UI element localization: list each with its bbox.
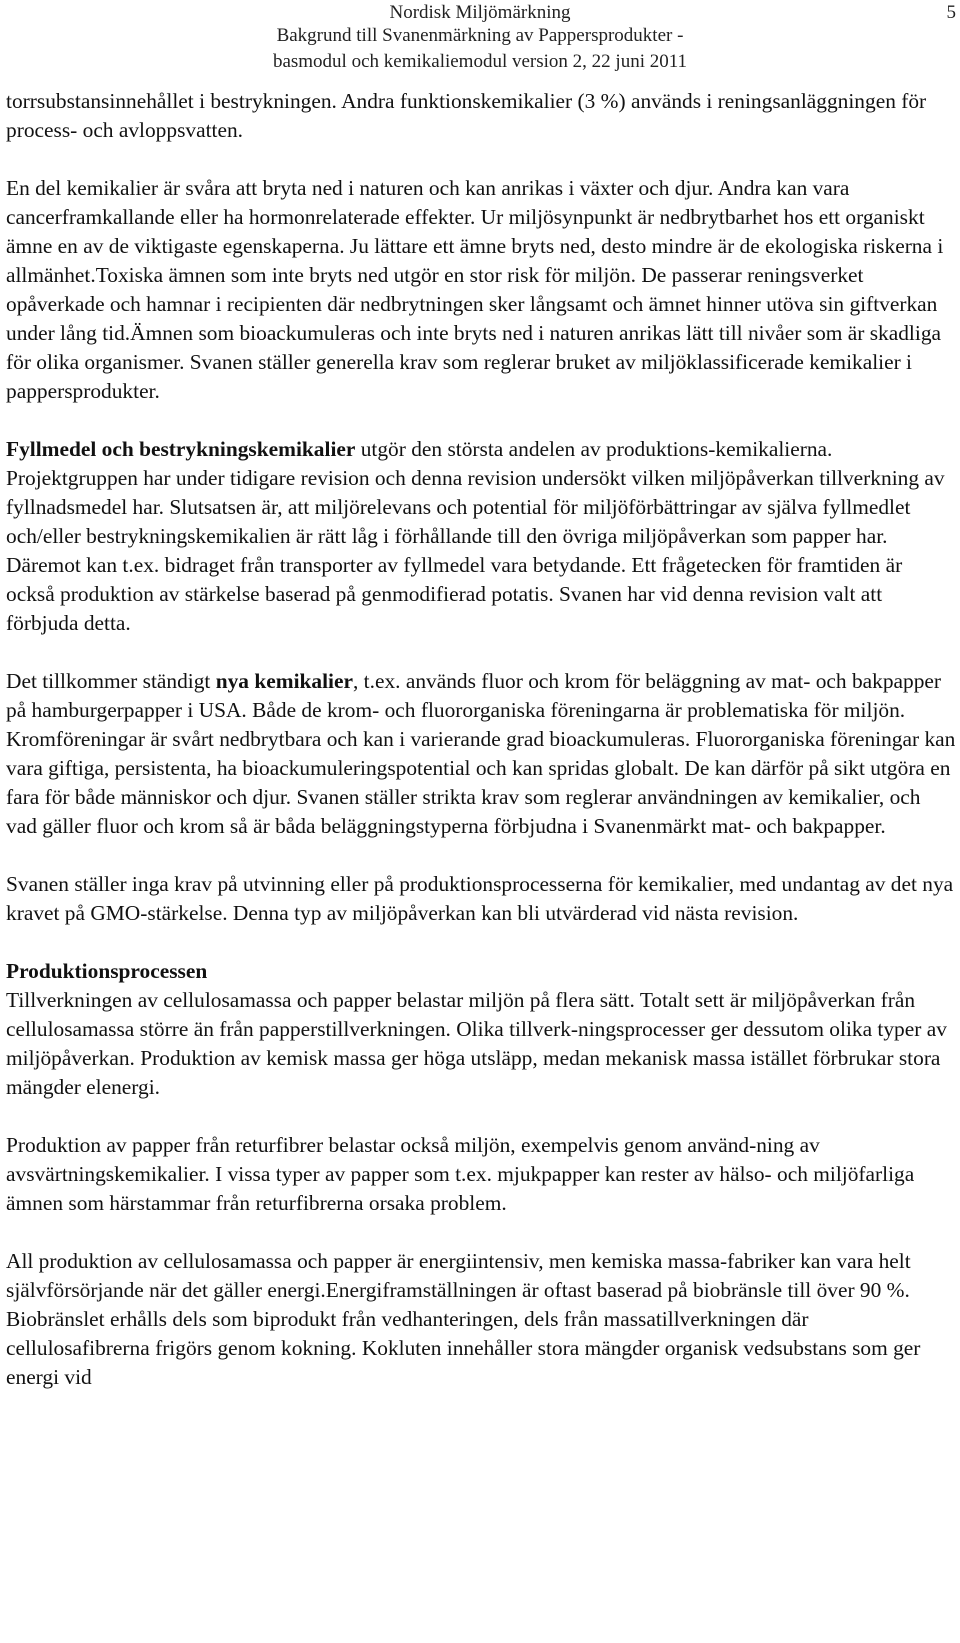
paragraph-text: Det tillkommer ständigt	[6, 669, 216, 693]
document-body	[6, 87, 956, 1392]
header-document-version: basmodul och kemikaliemodul version 2, 22 juni 2011	[272, 51, 688, 72]
header-document-title: Bakgrund till Svanenmärkning av Pappersprodukter -	[276, 25, 684, 46]
page-header	[0, 0, 960, 78]
paragraph: Svanen ställer inga krav på utvinning eller på produktionsprocesserna för kemikalier, med undantag av det nya kravet på GMO-stärkelse. Denna typ av miljöpåverkan kan bli utvärderad vid nästa revision.	[6, 872, 954, 925]
paragraph: En del kemikalier är svåra att bryta ned i naturen och kan anrikas i växter och djur. Andra kan vara cancerframkallande eller ha hormonrelaterade effekter. Ur miljösynpunkt är nedbrytbarhet hos ett organiskt ämne en av de viktigaste egenskaperna. Ju lättare ett ämne bryts ned, desto mindre är de ekologiska riskerna i allmänhet.Toxiska ämnen som inte bryts ned utgör en stor risk för miljön. De passerar reningsverket opåverkade och hamnar i recipienten där nedbrytningen sker långsamt och ämnet hinner utöva sin giftverkan under lång tid.Ämnen som bioackumuleras och inte bryts ned i naturen anrikas lätt till nivåer som är skadliga för olika organismer. Svanen ställer generella krav som reglerar bruket av miljöklassificerade kemikalier i pappersprodukter.	[6, 176, 944, 403]
paragraph-text: utgör den största andelen av produktions-kemikalierna. Projektgruppen har under tidigare revision och denna revision undersökt vilken miljöpåverkan tillverkning av fyllnadsmedel har. Slutsatsen är, att miljörelevans och potential för miljöförbättringar av själva fyllmedlet och/eller bestrykningskemikalien är rätt låg i förhållande till den övriga miljöpåverkan som papper har. Däremot kan t.ex. bidraget från transporter av fyllmedel vara betydande. Ett frågetecken för framtiden är också produktion av stärkelse baserad på genmodifierad potatis. Svanen har vid denna revision valt att förbjuda detta.	[6, 437, 945, 635]
paragraph: All produktion av cellulosamassa och papper är energiintensiv, men kemiska massa-fabriker kan vara helt självförsörjande när det gäller energi.Energiframställningen är oftast baserad på biobränsle till över 90 %. Biobränslet erhålls dels som biprodukt från vedhanteringen, dels från massatillverkningen där cellulosafibrerna frigörs genom kokning. Kokluten innehåller stora mängder organisk vedsubstans som ger energi vid	[6, 1249, 921, 1389]
inline-heading: Fyllmedel och bestrykningskemikalier	[6, 437, 356, 461]
paragraph	[6, 957, 956, 1102]
paragraph	[6, 435, 956, 638]
paragraph	[6, 667, 956, 841]
page-number: 5	[946, 2, 956, 23]
paragraph: Produktion av papper från returfibrer belastar också miljön, exempelvis genom använd-ning av avsvärtningskemikalier. I vissa typer av papper som t.ex. mjukpapper kan rester av hälso- och miljöfarliga ämnen som härstammar från returfibrerna orsaka problem.	[6, 1133, 915, 1215]
emphasis: nya kemikalier	[215, 669, 353, 693]
paragraph: torrsubstansinnehållet i bestrykningen. Andra funktionskemikalier (3 %) används i reningsanläggningen för process- och avloppsvatten.	[6, 89, 927, 142]
paragraph-text: , t.ex. används fluor och krom för beläggning av mat- och bakpapper på hamburgerpapper i USA. Både de krom- och fluororganiska föreningarna är problematiska för miljön. Kromföreningar är svårt nedbrytbara och kan i varierande grad bioackumuleras. Fluororganiska föreningar kan vara giftiga, persistenta, ha bioackumuleringspotential och kan spridas globalt. De kan därför på sikt utgöra en fara för både människor och djur. Svanen ställer strikta krav som reglerar användningen av kemikalier, och vad gäller fluor och krom så är båda beläggningstyperna förbjudna i Svanenmärkt mat- och bakpapper.	[6, 669, 956, 838]
paragraph-text: Tillverkningen av cellulosamassa och papper belastar miljön på flera sätt. Totalt sett är miljöpåverkan från cellulosamassa större än från papperstillverkningen. Olika tillverk-ningsprocesser ger dessutom olika typer av miljöpåverkan. Produktion av kemisk massa ger höga utsläpp, medan mekanisk massa istället förbrukar stora mängder elenergi.	[6, 988, 947, 1099]
section-heading: Produktionsprocessen	[6, 959, 208, 983]
header-organization: Nordisk Miljömärkning	[389, 2, 571, 23]
